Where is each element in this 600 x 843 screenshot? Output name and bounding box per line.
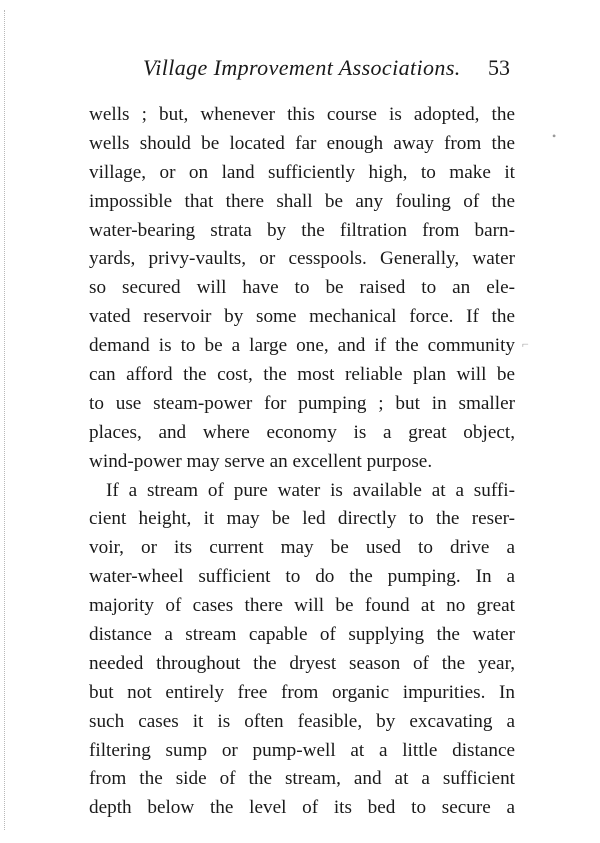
- text-line: vated reservoir by some mechanical force. If the: [89, 306, 515, 328]
- text-line: voir, or its current may be used to drive a: [89, 537, 515, 559]
- text-line: cient height, it may be led directly to the reser-: [89, 508, 515, 530]
- text-line: from the side of the stream, and at a sufficient: [89, 768, 515, 790]
- page-number: 53: [488, 55, 510, 80]
- text-line: village, or on land sufficiently high, to make it: [89, 161, 515, 183]
- text-line: water-bearing strata by the filtration from barn-: [89, 219, 515, 241]
- text-line: wells ; but, whenever this course is adopted, the: [89, 104, 515, 125]
- paragraph-last-line: wind-power may serve an excellent purpose.: [89, 450, 433, 472]
- text-line: water-wheel sufficient to do the pumping. In a: [89, 566, 515, 588]
- running-head: Village Improvement Associations.: [143, 55, 461, 80]
- text-line: filtering sump or pump-well at a little distance: [89, 739, 515, 761]
- page-edge-rule: [4, 10, 5, 830]
- text-line: to use steam-power for pumping ; but in smaller: [89, 392, 515, 414]
- margin-speck: ⌐: [522, 337, 529, 351]
- text-line: but not entirely free from organic impurities. In: [89, 681, 515, 703]
- text-line: can afford the cost, the most reliable plan will be: [89, 364, 515, 386]
- text-line: majority of cases there will be found at no great: [89, 595, 515, 617]
- text-line: so secured will have to be raised to an ele-: [89, 277, 515, 299]
- page-header: [0, 55, 600, 85]
- text-line: depth below the level of its bed to secure a: [89, 797, 515, 819]
- text-line: yards, privy-vaults, or cesspools. Generally, water: [89, 248, 515, 270]
- text-line: wells should be located far enough away from the: [89, 132, 515, 154]
- text-line: such cases it is often feasible, by excavating a: [89, 710, 515, 732]
- text-line: distance a stream capable of supplying the water: [89, 624, 515, 646]
- paragraph-first-line: If a stream of pure water is available at a suffi-: [106, 479, 515, 501]
- text-line: places, and where economy is a great object,: [89, 421, 515, 443]
- text-line: impossible that there shall be any fouling of the: [89, 190, 515, 212]
- margin-speck: •: [552, 129, 557, 143]
- text-line: demand is to be a large one, and if the community: [89, 335, 515, 357]
- text-line: needed throughout the dryest season of the year,: [89, 652, 515, 674]
- body-text: [89, 101, 515, 823]
